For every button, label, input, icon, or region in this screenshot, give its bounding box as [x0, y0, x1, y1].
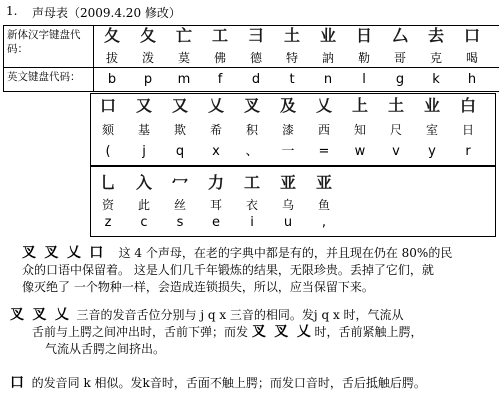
row2-char-4: 积 [245, 123, 258, 137]
row1-glyph-0: 夂 [103, 26, 120, 45]
note-2-inline-glyphs: 叉 叉 乂 [251, 324, 311, 340]
note-1-line-1 [22, 245, 496, 262]
row3-char-1: 此 [137, 198, 150, 212]
note-1-line-3: 像灭绝了 一个物种一样，会造成连锁损失，所以，应当保留下来。 [22, 280, 374, 294]
row1-key-10: h [467, 72, 477, 87]
row2-glyph-3: 乂 [207, 96, 224, 115]
row1-glyph-10: 口 [463, 26, 480, 45]
row2-char-0: 颏 [101, 123, 114, 137]
row2-glyph-4: 叉 [243, 96, 260, 115]
row1-key-6: n [323, 72, 333, 87]
row2-key-10: r [465, 144, 471, 159]
row3-glyph-4: 工 [243, 173, 260, 192]
row1-char-3: 佛 [213, 51, 226, 65]
row1-char-2: 莫 [177, 51, 190, 65]
row2-glyph-10: 白 [459, 96, 476, 115]
consonant-table-row2 [90, 93, 496, 166]
note-2-text-2b: 时，舌前紧触上腭， [314, 325, 423, 339]
row2-key-5: 一 [281, 144, 295, 159]
row3-key-0: z [104, 215, 112, 230]
row1-key-1: p [143, 72, 153, 87]
row2-glyph-0: 口 [99, 96, 116, 115]
note-2-text-1: 三音的发音舌位分别与 j q x 三音的相同。发j q x 时，气流从 [76, 308, 404, 322]
row3-char-6: 鱼 [317, 198, 330, 212]
row2-key-3: x [212, 144, 220, 159]
chinese-key-label [4, 26, 94, 68]
row2-chars [91, 120, 495, 140]
heading-title: 声母表（2009.4.20 修改） [32, 6, 181, 20]
row1-key-3: f [217, 72, 223, 87]
row1-char-5: 特 [285, 51, 298, 65]
row1-char-0: 拔 [105, 51, 118, 65]
row2-glyph-5: 及 [279, 96, 296, 115]
row2-cell [91, 94, 496, 166]
row2-key-6: = [318, 144, 330, 159]
row1-glyph-6: 业 [319, 26, 336, 45]
row1-glyph-4: 彐 [247, 26, 264, 45]
row1-glyph-7: 日 [355, 26, 372, 45]
row2-char-6: 西 [317, 123, 330, 137]
row1-key-7: l [362, 72, 366, 87]
row2-char-5: 漆 [281, 123, 294, 137]
row1-glyph-9: 去 [427, 26, 444, 45]
note-2-text-2a: 舌前与上腭之间冲出时，舌前下弹；而发 [32, 325, 249, 339]
note-3-glyph: 口 [10, 375, 24, 391]
row2-glyphs [91, 96, 495, 116]
english-key-label-text: 英文键盘代码： [7, 71, 81, 83]
row2-key-9: y [428, 144, 436, 159]
row2-glyph-8: 土 [387, 96, 404, 115]
row1-glyph-1: 夂 [139, 26, 156, 45]
row1-glyph-8: 厶 [391, 26, 408, 45]
note-paragraph-3 [10, 375, 496, 392]
row1-glyph-2: 亡 [175, 26, 192, 45]
note-1-line-2: 众的口语中保留着。 这是人们几千年锻炼的结果，无限珍贵。丢掉了它们，就 [22, 263, 434, 277]
row1-glyph-3: 工 [211, 26, 228, 45]
row3-key-6: , [321, 215, 327, 230]
chinese-key-label-text: 新体汉字键盘代码： [7, 29, 81, 55]
row2-glyph-9: 业 [423, 96, 440, 115]
row1-glyphs [94, 26, 499, 46]
heading-number: 1. [6, 4, 18, 18]
row3-chars [91, 195, 495, 215]
note-2-line-3: 气流从舌腭之间挤出。 [45, 342, 166, 356]
row2-glyph-7: 上 [351, 96, 368, 115]
row1-glyph-5: 土 [283, 26, 300, 45]
row1-char-8: 哥 [393, 51, 406, 65]
row3-glyphs [91, 173, 495, 193]
row3-glyph-2: 冖 [171, 173, 188, 192]
row2-char-9: 室 [425, 123, 438, 137]
row1-char-1: 泼 [141, 51, 154, 65]
row2-key-7: w [354, 144, 366, 159]
row3-glyph-1: 入 [135, 173, 152, 192]
row3-keys [91, 213, 495, 233]
row3-char-3: 耳 [209, 198, 222, 212]
row3-key-1: c [140, 215, 148, 230]
row3-key-5: u [283, 215, 293, 230]
row2-key-1: j [142, 144, 146, 159]
row2-glyph-1: 又 [135, 96, 152, 115]
row1-key-0: b [107, 72, 117, 87]
row3-glyph-0: 乚 [99, 173, 116, 192]
row3-glyph-3: 力 [207, 173, 224, 192]
row2-char-3: 希 [209, 123, 222, 137]
row3-char-5: 乌 [281, 198, 294, 212]
row2-keys [91, 142, 495, 162]
row3-char-2: 丝 [173, 198, 186, 212]
heading [0, 0, 499, 22]
row3-char-4: 衣 [245, 198, 258, 212]
row2-glyph-6: 乂 [315, 96, 332, 115]
note-2-line-1 [10, 307, 496, 324]
note-1-text-1: 这 4 个声母，在老的字典中都是有的，并且现在仍在 80%的民 [118, 246, 453, 260]
row2-char-1: 基 [137, 123, 150, 137]
row2-key-0: ( [105, 144, 111, 159]
note-1-glyphs: 叉 叉 乂 口 [22, 245, 104, 261]
note-paragraph-2 [10, 307, 496, 358]
row1-key-8: g [395, 72, 405, 87]
row1-key-2: m [177, 72, 191, 87]
row2-char-2: 欺 [173, 123, 186, 137]
row2-char-10: 日 [461, 123, 474, 137]
row1-upper-cell [94, 26, 499, 68]
row1-char-7: 勒 [357, 51, 370, 65]
note-3-text: 的发音同 k 相似。发k音时，舌面不触上腭；而发口音时，舌后抵触后腭。 [31, 376, 426, 390]
consonant-table-row3 [90, 166, 496, 237]
row2-key-2: q [175, 144, 185, 159]
consonant-table-row1 [3, 25, 499, 92]
row1-char-10: 喝 [465, 51, 478, 65]
row3-glyph-6: 亚 [315, 173, 332, 192]
row1-lower-cell [94, 68, 499, 92]
row1-keys [94, 70, 499, 90]
row3-key-2: s [176, 215, 184, 230]
row3-glyph-5: 亚 [279, 173, 296, 192]
row1-key-5: t [289, 72, 295, 87]
row1-chars [94, 48, 499, 68]
row2-char-8: 尺 [389, 123, 402, 137]
note-2-line-2 [10, 324, 496, 341]
row1-char-6: 訥 [321, 51, 334, 65]
row3-key-4: i [250, 215, 254, 230]
row2-key-4: 、 [245, 144, 259, 159]
english-key-label [4, 68, 94, 92]
row1-char-9: 克 [429, 51, 442, 65]
row2-key-8: v [392, 144, 400, 159]
row3-char-0: 资 [101, 198, 114, 212]
row2-char-7: 知 [353, 123, 366, 137]
row1-char-4: 德 [249, 51, 262, 65]
row1-key-9: k [432, 72, 440, 87]
row2-glyph-2: 又 [171, 96, 188, 115]
note-2-glyphs: 叉 叉 乂 [10, 307, 69, 323]
row3-cell [91, 167, 496, 237]
row1-key-4: d [251, 72, 261, 87]
row3-key-3: e [212, 215, 220, 230]
note-paragraph-1 [22, 245, 496, 296]
